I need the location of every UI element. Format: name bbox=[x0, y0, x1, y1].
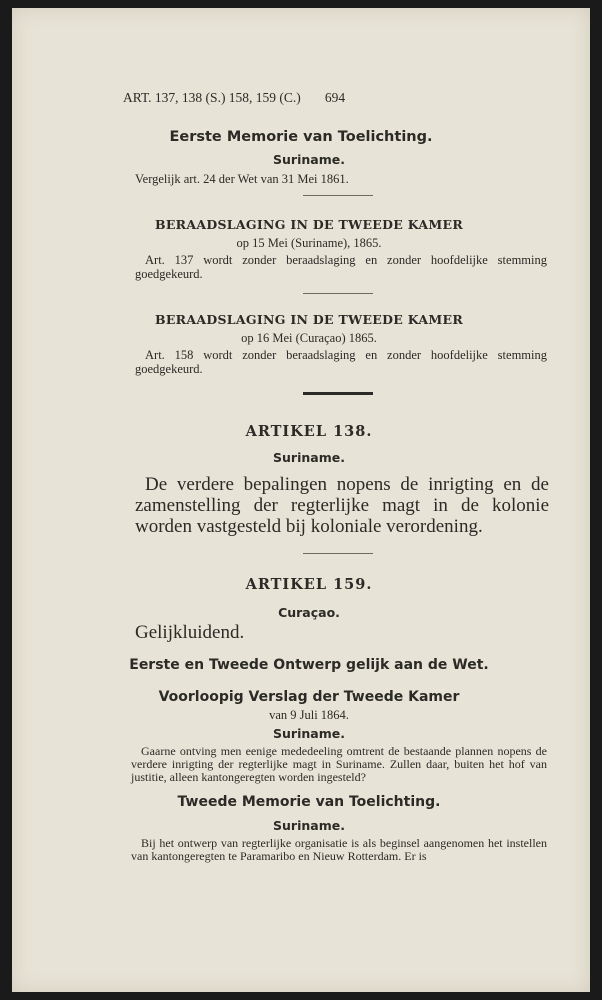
divider-rule bbox=[303, 195, 373, 196]
section3-text: Art. 158 wordt zonder beraadslaging en zonder hoofdelijke stemming goedgekeurd. bbox=[135, 348, 547, 376]
divider-rule bbox=[303, 293, 373, 294]
section3-date: op 16 Mei (Curaçao) 1865. bbox=[241, 331, 377, 345]
section6-title: Tweede Memorie van Toelichting. bbox=[177, 794, 441, 810]
section5-text: Gaarne ontving men eenige mededeeling omtrent de bestaande plannen nopens de verdere inrigting der regterlijke magt in Suriname. Zullen daar, buiten het hof van justitie, alleen kantongeregten worden ingesteld? bbox=[131, 744, 547, 784]
section2-text: Art. 137 wordt zonder beraadslaging en zonder hoofdelijke stemming goedgekeurd. bbox=[135, 253, 547, 281]
article138-subtitle: Suriname. bbox=[273, 450, 345, 465]
running-header bbox=[123, 90, 345, 106]
article138-title: ARTIKEL 138. bbox=[245, 423, 373, 440]
divider-rule bbox=[303, 553, 373, 554]
section2-title: BERAADSLAGING IN DE TWEEDE KAMER bbox=[154, 217, 464, 232]
article159-subtitle: Curaçao. bbox=[278, 605, 340, 620]
section4-title: Eerste en Tweede Ontwerp gelijk aan de Wet. bbox=[129, 657, 489, 673]
section5-date: van 9 Juli 1864. bbox=[269, 708, 349, 722]
document-page bbox=[12, 8, 590, 992]
section1-title: Eerste Memorie van Toelichting. bbox=[169, 129, 433, 145]
section6-subtitle: Suriname. bbox=[273, 818, 345, 833]
section5-title: Voorloopig Verslag der Tweede Kamer bbox=[158, 689, 460, 705]
section5-subtitle: Suriname. bbox=[273, 726, 345, 741]
page-number: 694 bbox=[324, 90, 346, 105]
article159-title: ARTIKEL 159. bbox=[245, 576, 373, 593]
thick-divider bbox=[303, 392, 373, 395]
section6-text: Bij het ontwerp van regterlijke organisatie is als beginsel aangenomen het instellen van kantongeregten te Paramaribo en Nieuw Rotterdam. Er is bbox=[131, 836, 547, 863]
article159-text: Gelijkluidend. bbox=[135, 622, 245, 643]
section3-title: BERAADSLAGING IN DE TWEEDE KAMER bbox=[154, 312, 464, 327]
section1-subtitle: Suriname. bbox=[273, 152, 345, 167]
section2-date: op 15 Mei (Suriname), 1865. bbox=[236, 236, 382, 250]
section1-text: Vergelijk art. 24 der Wet van 31 Mei 1861. bbox=[135, 172, 349, 186]
article138-text: De verdere bepalingen nopens de inrigting en de zamenstelling der regterlijke magt in de kolonie worden vastgesteld bij koloniale verordening. bbox=[135, 474, 549, 537]
header-articles: ART. 137, 138 (S.) 158, 159 (C.) bbox=[123, 90, 301, 105]
